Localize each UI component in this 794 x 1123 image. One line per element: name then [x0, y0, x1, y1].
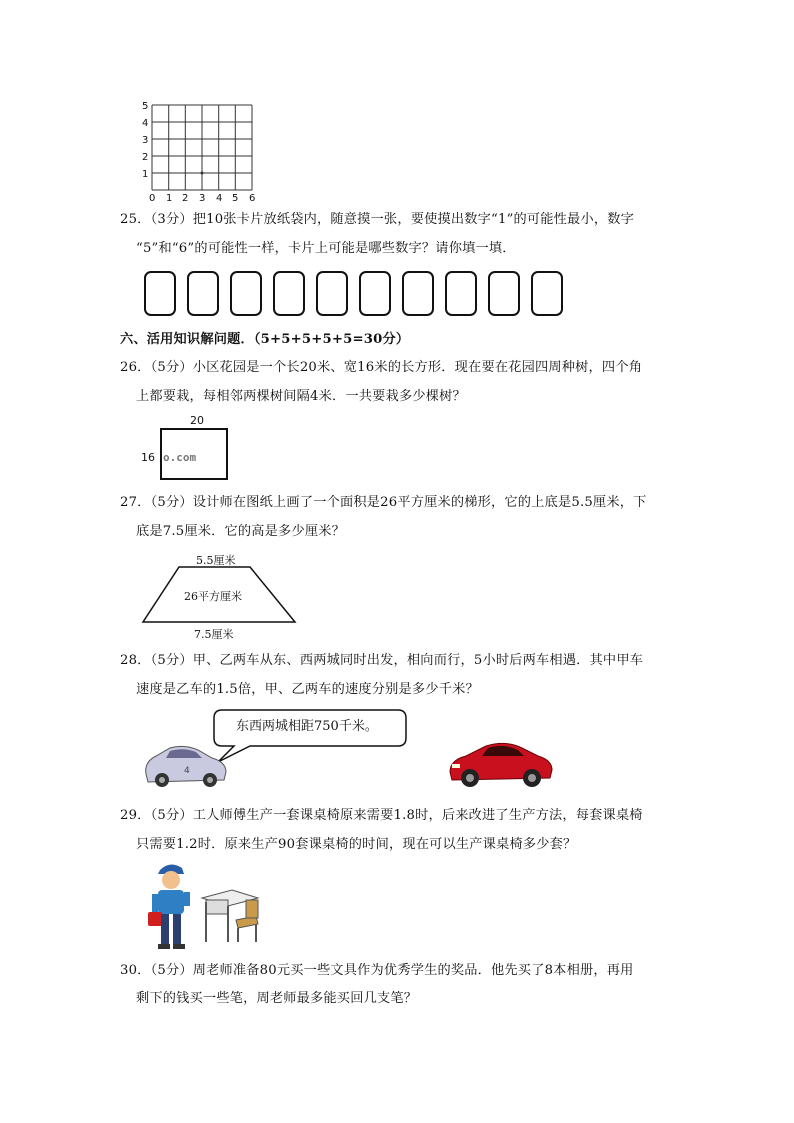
q26-text-line2: 上都要栽，每相邻两棵树间隔4米．一共要栽多少棵树？ — [136, 389, 466, 404]
q27-text-line1: 27．（5分）设计师在图纸上画了一个面积是26平方厘米的梯形，它的上底是5.5厘米，下 — [120, 495, 647, 510]
trapezoid-bottom-label: 7.5厘米 — [194, 628, 234, 641]
y-tick: 3 — [142, 135, 149, 146]
q29-text-line1: 29．（5分）工人师傅生产一套课桌椅原来需要1.8时，后来改进了生产方法，每套课桌椅 — [120, 808, 643, 823]
answer-card[interactable] — [144, 271, 176, 316]
answer-card[interactable] — [187, 271, 219, 316]
answer-card[interactable] — [402, 271, 434, 316]
worker-image — [146, 858, 196, 950]
watermark-text: o.com — [163, 451, 197, 464]
q28-text-line2: 速度是乙车的1.5倍，甲、乙两车的速度分别是多少千米？ — [136, 682, 479, 697]
q28-text-line1: 28．（5分）甲、乙两车从东、西两城同时出发，相向而行，5小时后两车相遇．其中甲车 — [120, 653, 644, 668]
grid-point — [201, 172, 204, 175]
q30-text-line1: 30．（5分）周老师准备80元买一些文具作为优秀学生的奖品．他先买了8本相册，再用 — [120, 963, 634, 978]
q27-text-line2: 底是7.5厘米．它的高是多少厘米？ — [136, 524, 345, 539]
x-tick: 6 — [249, 193, 256, 202]
q25-text-line2: “5”和“6”的可能性一样，卡片上可能是哪些数字？请你填一填． — [136, 241, 516, 256]
q29-text-line2: 只需要1.2时．原来生产90套课桌椅的时间，现在可以生产课桌椅多少套？ — [136, 837, 577, 852]
y-tick: 4 — [142, 118, 149, 129]
bubble-text: 东西两城相距750千米。 — [236, 719, 378, 734]
red-car-image — [446, 734, 556, 790]
x-tick: 1 — [166, 193, 173, 202]
y-tick: 1 — [142, 169, 149, 180]
desk-chair-image — [198, 880, 264, 946]
answer-card[interactable] — [273, 271, 305, 316]
trapezoid-area-label: 26平方厘米 — [184, 590, 242, 603]
y-tick: 5 — [142, 101, 149, 112]
svg-text:4: 4 — [184, 766, 190, 776]
answer-card[interactable] — [359, 271, 391, 316]
trapezoid-top-label: 5.5厘米 — [196, 554, 236, 567]
y-tick: 2 — [142, 152, 149, 163]
answer-card[interactable] — [531, 271, 563, 316]
x-tick: 2 — [182, 193, 189, 202]
answer-card[interactable] — [230, 271, 262, 316]
x-tick: 3 — [199, 193, 206, 202]
answer-card[interactable] — [488, 271, 520, 316]
x-tick: 4 — [216, 193, 223, 202]
section-heading: 六、活用知识解问题．（5+5+5+5+5=30分） — [120, 332, 410, 347]
q30-text-line2: 剩下的钱买一些笔，周老师最多能买回几支笔？ — [136, 991, 418, 1006]
rect-width-label: 20 — [190, 414, 204, 427]
rect-height-label: 16 — [141, 451, 155, 464]
grid-point — [201, 121, 203, 123]
x-tick: 0 — [149, 193, 156, 202]
q26-text-line1: 26．（5分）小区花园是一个长20米、宽16米的长方形．现在要在花园四周种树，四个角 — [120, 360, 643, 375]
coordinate-grid — [138, 98, 262, 202]
grid-point — [201, 155, 203, 157]
x-tick: 5 — [232, 193, 239, 202]
q25-text-line1: 25．（3分）把10张卡片放纸袋内，随意摸一张，要使摸出数字“1”的可能性最小，数字 — [120, 212, 634, 227]
grid-point — [201, 138, 203, 140]
answer-card[interactable] — [445, 271, 477, 316]
answer-card[interactable] — [316, 271, 348, 316]
silver-car-image — [140, 738, 230, 790]
